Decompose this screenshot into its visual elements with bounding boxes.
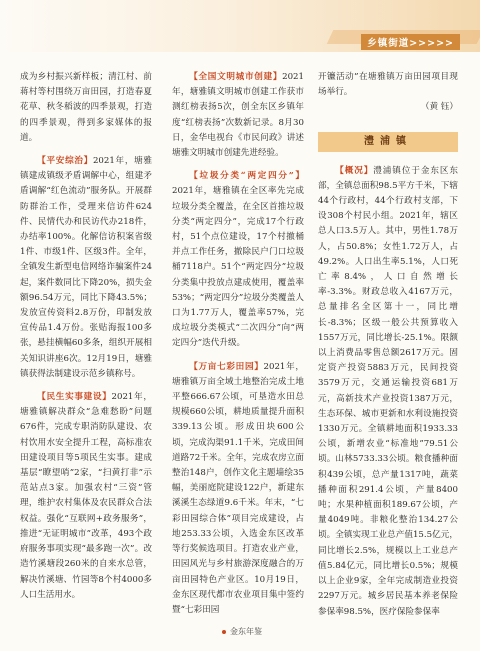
column-right bbox=[318, 70, 458, 620]
column-left bbox=[20, 70, 152, 603]
section-tag: 乡镇街道>>>>> bbox=[361, 34, 460, 50]
footer-dot-icon bbox=[222, 630, 226, 634]
section-heading: 【平安综治】 bbox=[37, 156, 93, 167]
section-body: 2021年，塘雅镇解决群众“急难愁盼”问题676件，完成专职消防队建设、农村饮用水安全提升工程，高标准农田建设项目等5项民生实事。建成基层“瞭望哨”2家，“扫黄打非”示范站点3家。加强农村“三资”管理，维护农村集体及农民群众合法权益。强化“互联网+政务服务”，推进“无证明城市”改革，493个政府服务事项实现“最多跑一次”。改造竹溪塘段260米的自来水总管，解决竹溪塘、竹园等8个村4000多人口生活用水。 bbox=[20, 392, 152, 600]
paragraph: 成为乡村振兴新样板；清江村、前蒋村等村围绕万亩田园，打造春夏花草、秋冬稻波的四季景观，打造的四季景观，得到多家媒体的报道。 bbox=[20, 72, 152, 143]
section-body: 澧浦镇位于金东区东部，全镇总面积98.5平方千米，下辖44个行政村，44个行政村支部，下设308个村民小组。2021年，辖区总人口3.5万人。其中，男性1.78万人，占50.8%；女性1.72万人，占49.2%。人口出生率5.1%，人口死亡率8.4%，人口自然增长率-3.3%。财政总收入4167万元，总量排名全区第十一，同比增长-8.3%；区级一般公共预算收入1557万元，同比增长-25.1%。限额以上消费品零售总额2617万元。固定资产投资5883万元，民间投资3579万元，交通运输投资681万元，高新技术产业投资1387万元，生态环保、城市更新和水利设施投资1330万元。全镇耕地面积1933.33公顷，新增农业“标准地”79.51公顷。山林5733.33公顷。粮食播种面积439公顷，总产量1317吨，蔬菜播种面积291.4公顷，产量8400吨；水果种植面积189.67公顷，产量4049吨。非粮化整治134.27公顷。全镇实现工业总产值15.5亿元，同比增长2.5%，规模以上工业总产值5.84亿元，同比增长0.5%；规模以上企业9家，全年完成制造业投资2297万元。城乡居民基本养老保险参保率98.5%，医疗保险参保率 bbox=[318, 165, 458, 617]
section-body: 2021年，塘雅镇在全区率先完成垃圾分类全覆盖，在全区首推垃圾分类“两定四分”，完成17个行政村，51个点位建设，17个村撤桶并点工作任务，撤除民户门口垃圾桶7118户。51个“两定四分”垃圾分类集中投放点建成使用，覆盖率53%；“两定四分”垃圾分类覆盖人口为1.77万人，覆盖率57%，完成垃圾分类模式“二次四分”向“两定四分”迭代升级。 bbox=[172, 186, 304, 349]
column-middle bbox=[172, 70, 304, 618]
paragraph-civilized-city bbox=[172, 70, 304, 161]
section-heading: 【全国文明城市创建】 bbox=[189, 72, 283, 82]
paragraph-colorful-fields bbox=[172, 360, 304, 618]
paragraph: 开镰活动”在塘雅镇万亩田园项目现场举行。 bbox=[318, 72, 458, 98]
paragraph-overview bbox=[318, 164, 458, 620]
section-heading: 【民生实事建设】 bbox=[37, 392, 112, 403]
author-credit: （黄 钰） bbox=[420, 102, 458, 113]
section-body: 2021年，塘雅镇万亩全域土地整治完成土地平整666.67公顷，可垦造水田总规模660公顷，耕地质量提升面积339.13公顷。形成田块600公顷，完成沟渠91.1千米，完成田间道路72千米。全年，完成农房立面整治148户，创作文化主题墙绘35幅，美丽庭院建设122户，新建东溪溪生态绿道9.6千米。年末，“七彩田园综合体”项目完成建设，占地253.33公顷，入选金东区改革等行奖候选项目。打造农业产业，田园风光与乡村旅游深度融合的万亩田园特色产业区。10月19日，金东区现代都市农业项目集中签约暨“七彩田园 bbox=[172, 361, 304, 615]
section-body: 2021年，塘雅镇文明城市创建工作获市测红榜表扬5次，创全东区乡镇年度“红榜表扬”次数新记录。8月30日，金华电视台《市民问政》讲述塘雅文明城市创建先进经验。 bbox=[172, 72, 304, 159]
paragraph-livelihood bbox=[20, 390, 152, 603]
section-heading: 【万亩七彩田园】 bbox=[189, 361, 264, 372]
paragraph-public-security bbox=[20, 154, 152, 382]
section-heading: 【垃圾分类“两定四分”】 bbox=[189, 171, 304, 182]
footer-label: 金东年鉴 bbox=[230, 627, 262, 636]
section-heading: 【概况】 bbox=[335, 165, 374, 176]
paragraph-garbage-sorting bbox=[172, 169, 304, 351]
page-footer bbox=[0, 626, 480, 637]
section-body: 2021年，塘雅镇建成镇级矛盾调解中心，组建矛盾调解“红色流动”服务队。开展群防群治工作，受理来信访件624件、民情代办和民访代办218件，办结率100%。化解信访积案省级1件、市级1件、区级3件。全年，全镇发生新型电信网络诈骗案件24起，案件数同比下降20%，损失金额96.54万元，同比下降43.5%；发放宣传资料2.8万份，印制发放宣传品1.4万份。张贴海报100多张，悬挂横幅60多条，组织开展相关知识讲座6次。12月19日，塘雅镇获得法制建设示范乡镇称号。 bbox=[20, 156, 152, 379]
town-title-banner: 澧浦镇 bbox=[318, 132, 458, 152]
